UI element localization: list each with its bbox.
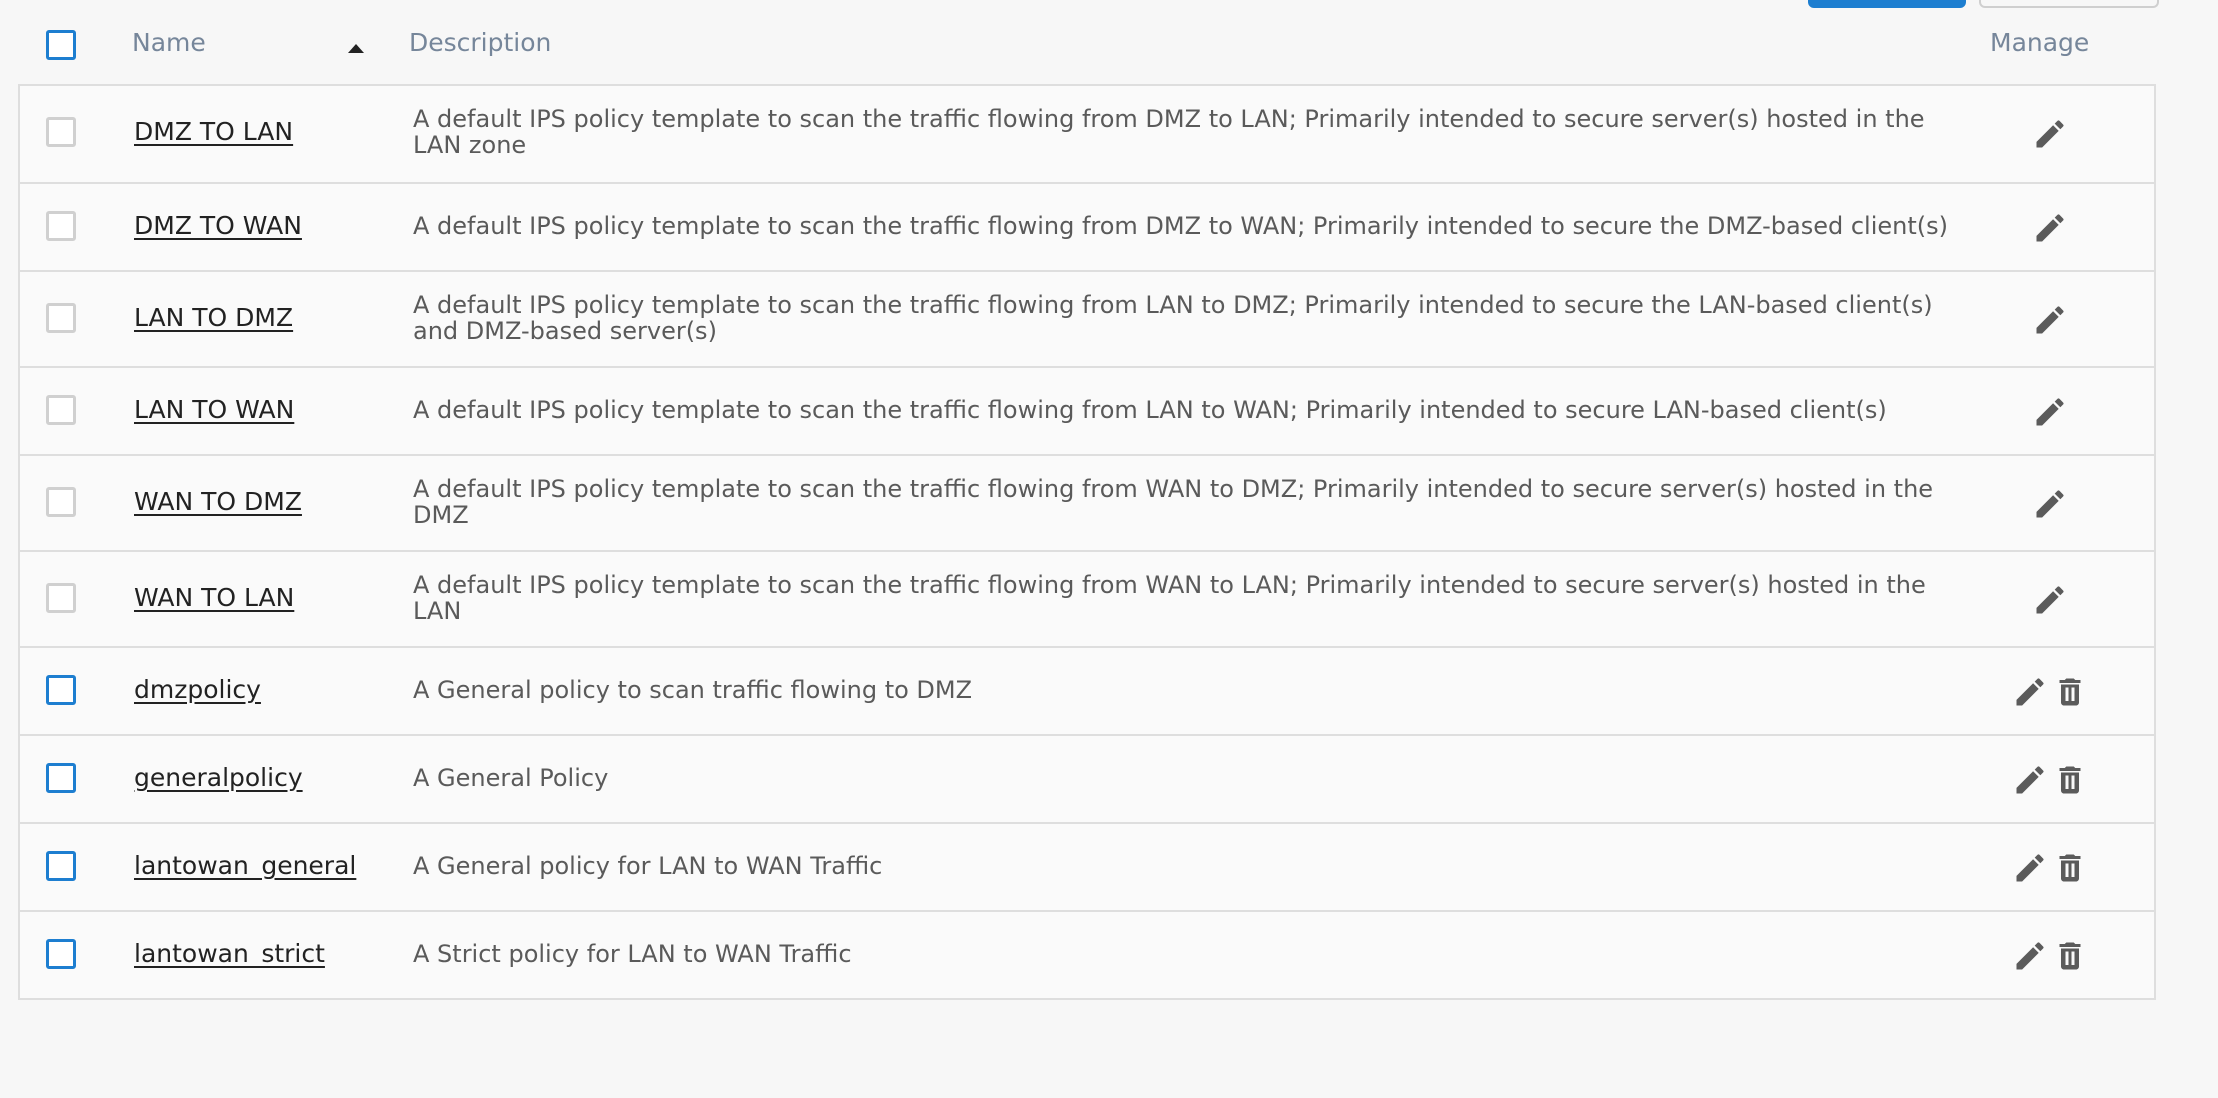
description-column-header: Description [409, 28, 552, 57]
row-checkbox[interactable] [46, 763, 76, 793]
pencil-icon[interactable] [2032, 582, 2068, 618]
trash-icon[interactable] [2052, 674, 2088, 710]
row-checkbox[interactable] [46, 211, 76, 241]
table-row [20, 454, 2154, 550]
row-checkbox[interactable] [46, 303, 76, 333]
row-checkbox[interactable] [46, 487, 76, 517]
policy-description: A General policy for LAN to WAN Traffic [413, 852, 883, 880]
policy-name-link[interactable]: DMZ TO LAN [134, 117, 294, 146]
pencil-icon[interactable] [2032, 302, 2068, 338]
policy-name-link[interactable]: LAN TO WAN [134, 395, 295, 424]
pencil-icon[interactable] [2012, 762, 2048, 798]
policy-name-link[interactable]: WAN TO DMZ [134, 487, 302, 516]
manage-column-header: Manage [1990, 28, 2090, 57]
pencil-icon[interactable] [2012, 850, 2048, 886]
row-checkbox[interactable] [46, 395, 76, 425]
table-header [18, 0, 2156, 84]
pencil-icon[interactable] [2012, 938, 2048, 974]
policy-description: A default IPS policy template to scan the traffic flowing from LAN to DMZ; Primarily intended to secure the LAN-based client(s) and DMZ-based server(s) [413, 291, 1933, 345]
table-row [20, 366, 2154, 454]
policy-description: A default IPS policy template to scan the traffic flowing from LAN to WAN; Primarily intended to secure LAN-based client(s) [413, 396, 1887, 424]
table-row [20, 734, 2154, 822]
table-row [20, 86, 2154, 182]
policy-table [18, 84, 2156, 1000]
pencil-icon[interactable] [2032, 210, 2068, 246]
policy-name-link[interactable]: dmzpolicy [134, 675, 261, 704]
policy-name-link[interactable]: WAN TO LAN [134, 583, 295, 612]
policy-name-link[interactable]: LAN TO DMZ [134, 303, 294, 332]
pencil-icon[interactable] [2032, 394, 2068, 430]
row-checkbox[interactable] [46, 851, 76, 881]
policy-name-link[interactable]: lantowan_general [134, 851, 357, 880]
select-all-checkbox[interactable] [46, 30, 76, 60]
pencil-icon[interactable] [2032, 486, 2068, 522]
trash-icon[interactable] [2052, 850, 2088, 886]
row-checkbox[interactable] [46, 583, 76, 613]
policy-name-link[interactable]: generalpolicy [134, 763, 303, 792]
table-row [20, 910, 2154, 998]
trash-icon[interactable] [2052, 938, 2088, 974]
policy-description: A default IPS policy template to scan the traffic flowing from WAN to DMZ; Primarily intended to secure server(s) hosted in the DMZ [413, 475, 1934, 529]
policy-description: A General policy to scan traffic flowing to DMZ [413, 676, 973, 704]
policy-description: A default IPS policy template to scan the traffic flowing from WAN to LAN; Primarily intended to secure server(s) hosted in the LAN [413, 571, 1926, 625]
pencil-icon[interactable] [2012, 674, 2048, 710]
table-row [20, 822, 2154, 910]
policy-description: A default IPS policy template to scan the traffic flowing from DMZ to LAN; Primarily intended to secure server(s) hosted in the LAN zone [413, 105, 1925, 159]
pencil-icon[interactable] [2032, 116, 2068, 152]
policy-name-link[interactable]: DMZ TO WAN [134, 211, 302, 240]
name-column-header[interactable]: Name [132, 28, 206, 57]
table-row [20, 646, 2154, 734]
table-row [20, 270, 2154, 366]
policy-description: A default IPS policy template to scan the traffic flowing from DMZ to WAN; Primarily intended to secure the DMZ-based client(s) [413, 212, 1948, 240]
row-checkbox[interactable] [46, 117, 76, 147]
table-row [20, 550, 2154, 646]
policy-name-link[interactable]: lantowan_strict [134, 939, 325, 968]
trash-icon[interactable] [2052, 762, 2088, 798]
sort-ascending-icon[interactable] [348, 44, 364, 53]
policy-description: A General Policy [413, 764, 609, 792]
row-checkbox[interactable] [46, 939, 76, 969]
policy-description: A Strict policy for LAN to WAN Traffic [413, 940, 852, 968]
row-checkbox[interactable] [46, 675, 76, 705]
table-row [20, 182, 2154, 270]
